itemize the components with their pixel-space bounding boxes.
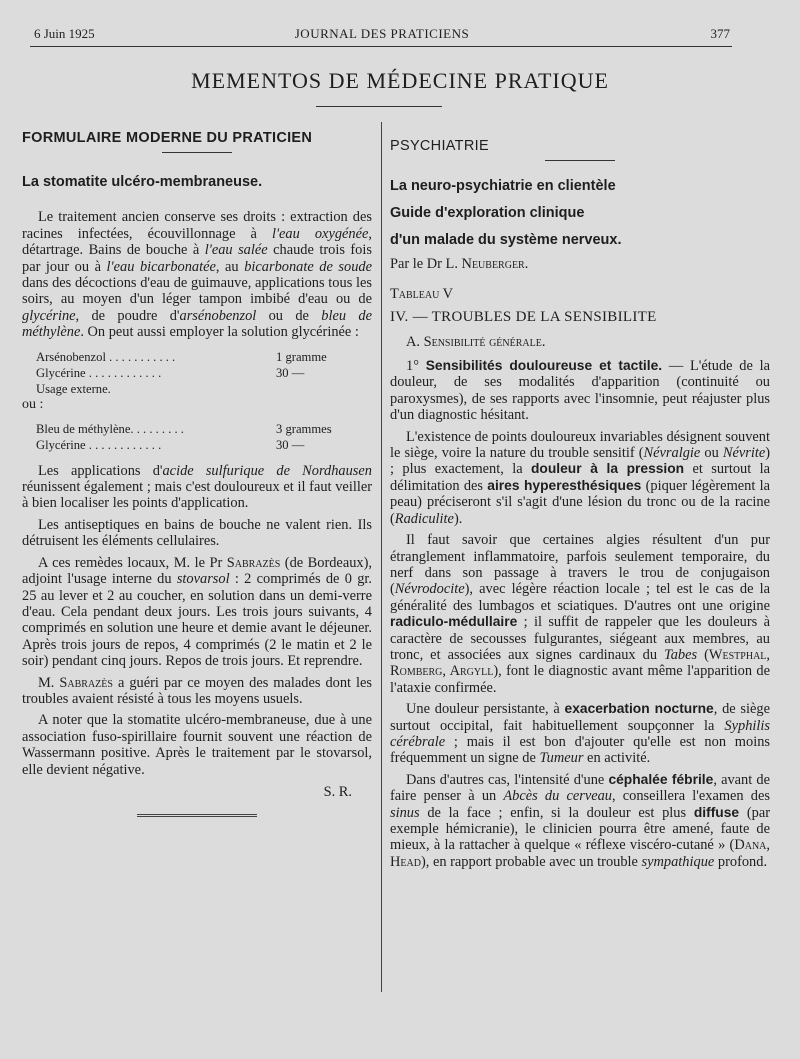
header-page-number: 377 [710, 26, 730, 41]
column-divider [381, 122, 382, 992]
right-paragraph-2: L'existence de points douloureux invariables désignent souvent le siège, voire la nature du trouble sensitif (Névralgie ou Névrite) ; plus exactement, la douleur à la pression et surtout la délimitation des aires hyperesthésiques (piquer légèrement la peau) préciseront s'il s'agit d'une lésion du tronc ou de la racine (Radiculite). [390, 428, 770, 527]
left-section-heading: FORMULAIRE MODERNE DU PRATICIEN [22, 130, 313, 146]
right-title-line-3: d'un malade du système nerveux. [390, 232, 622, 249]
header-rule [30, 46, 732, 47]
right-paragraph-5: Dans d'autres cas, l'intensité d'une céphalée fébrile, avant de faire penser à un Abcès du cerveau, conseillera l'examen des sinus de la face ; enfin, si la douleur est plus diffuse (par exemple hémicranie), le clinicien pourra être amené, faute de mieux, à la rattacher à quelque « réflexe viscéro-cutané » (Dana, Head), en rapport probable avec un trouble sympathique profond. [390, 771, 771, 870]
signature: S. R. [323, 783, 352, 800]
end-rule [137, 814, 257, 817]
right-paragraph-4: Une douleur persistante, à exacerbation nocturne, de siège surtout occipital, fait habituellement soupçonner la Syphilis cérébrale ; mais il est bon d'ajouter qu'elle est non moins fréquemment un signe de Tumeur en activité. [390, 701, 770, 767]
header-date: 6 Juin 1925 [34, 26, 95, 41]
running-header [34, 26, 730, 46]
title-rule [316, 106, 442, 107]
left-section-rule [162, 152, 232, 153]
right-column [390, 138, 770, 875]
tableau-label: Tableau V [390, 285, 454, 302]
left-paragraph-2: Les applications d'acide sulfurique de Nordhausen réunissent également ; mais c'est douloureux et il faut veiller à bien localiser les points d'application. [22, 462, 372, 512]
left-paragraph-4: A ces remèdes locaux, M. le Pr Sabrazès (de Bordeaux), adjoint l'usage interne du stovarsol : 2 comprimés de 0 gr. 25 au lever et 2 au coucher, en solution dans un demi-verre d'eau. Cela pendant deux jours. Les trois jours suivants, 4 comprimés en solution une heure et demie avant le déjeuner. Après trois jours de repos, 4 comprimés (2 le matin et 2 le soir) pendant cinq jours. Repos de trois jours. Et reprendre. [22, 554, 373, 670]
formula-or: ou : [22, 396, 44, 412]
formula-row: Bleu de méthylène. . . . . . . . . 3 grammes [36, 421, 332, 436]
left-paragraph-3: Les antiseptiques en bains de bouche ne valent rien. Ils détruisent les éléments cellulaires. [22, 516, 372, 550]
formula-row: Arsénobenzol . . . . . . . . . . . 1 gramme [36, 349, 327, 364]
right-section-rule [545, 160, 615, 161]
right-paragraph-3: Il faut savoir que certaines algies résultent d'un pur étranglement inflammatoire, parfois seulement temporaire, du nerf dans son passage à travers le trou de conjugaison (Névrodocite), avec légère réaction locale ; tel est le cas de la généralité des lumbagos et sciatiques. D'autres ont une origine radiculo-médullaire ; il suffit de rappeler que les douleurs à caractère de secousses fulgurantes, siégeant aux membres, au tronc, et associées aux signes cardinaux du Tabes (Westphal, Romberg, Argyll), font le diagnostic avant même l'apparition de l'ataxie confirmée. [390, 532, 770, 696]
left-paragraph-6: A noter que la stomatite ulcéro-membraneuse, due à une association fuso-spirillaire fournit souvent une réaction de Wassermann positive. Après le traitement par le stovarsol, elle devient négative. [22, 712, 372, 778]
left-article-title: La stomatite ulcéro-membraneuse. [22, 174, 263, 191]
formula-row: Glycérine . . . . . . . . . . . . 30 — [36, 365, 305, 380]
formula-note: Usage externe. [36, 381, 111, 396]
chapter-heading: IV. — TROUBLES DE LA SENSIBILITE [390, 309, 657, 326]
formula-arsenobenzol [22, 349, 372, 413]
formula-row: Glycérine . . . . . . . . . . . . 30 — [36, 437, 305, 452]
left-paragraph-1: Le traitement ancien conserve ses droits : extraction des racines infectées, écouvillonnage à l'eau oxygénée, détartrage. Bains de bouche à l'eau salée chaude trois fois par jour ou à l'eau bicarbonatée, au bicarbonate de soude dans des décoctions d'eau de guimauve, applications tous les soirs, au moyen d'un léger tampon imbibé d'eau ou de glycérine, de poudre d'arsénobenzol ou de bleu de méthylène. On peut aussi employer la solution glycérinée : [22, 209, 372, 341]
author-line: Par le Dr L. Neuberger. [390, 256, 529, 273]
subsection-heading: A. Sensibilité générale. [406, 333, 546, 350]
page-title: MEMENTOS DE MÉDECINE PRATIQUE [191, 68, 609, 93]
left-paragraph-5: M. Sabrazès a guéri par ce moyen des malades dont les troubles avaient résisté à tous les moyens usuels. [22, 674, 372, 707]
right-title-line-2: Guide d'exploration clinique [390, 205, 585, 222]
right-title-line-1: La neuro-psychiatrie en clientèle [390, 178, 616, 195]
left-column [22, 130, 372, 817]
right-section-heading: PSYCHIATRIE [390, 138, 489, 154]
header-journal-name: JOURNAL DES PRATICIENS [294, 26, 470, 41]
formula-bleu-methylene [36, 421, 372, 453]
right-paragraph-1: 1° Sensibilités douloureuse et tactile. — L'étude de la douleur, de ses modalités d'apparition (continuité ou paroxysmes), de ses rapports avec l'insomnie, peut réajuster plus d'un diagnostic hésitant. [390, 358, 770, 424]
